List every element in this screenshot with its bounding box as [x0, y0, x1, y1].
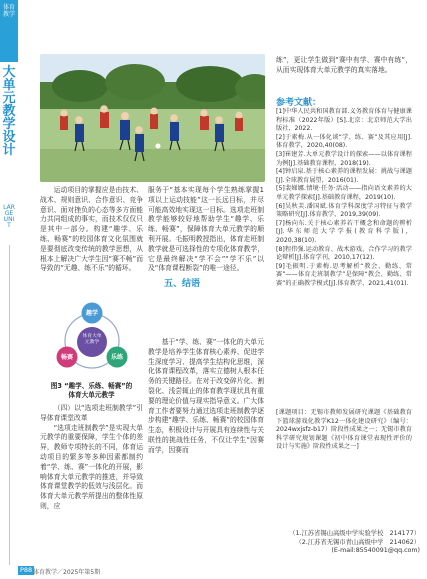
body-column-1-lower — [40, 404, 143, 512]
reference-item: [5]裴娣娜.情境·任务·活动——指向语文素养的大单元教学探索[J].基础教育课程，2019(10). — [276, 185, 412, 201]
figure-caption-line: 图3 “趣学、乐练、畅赛”的 — [50, 382, 133, 390]
section-title-conclusion: 五、结语 — [164, 279, 201, 290]
paragraph: 练”，更让学生做到“赛中有学、赛中有练”，从而实现体育大单元教学的真实落地。 — [276, 56, 412, 74]
paragraph: 运动项目的掌握应是由技术、战术、规则意识、合作意识、竞争意识、面对挫负的心态等多方面能力共同组成的事实，而技术仅仅只是其中一部分。构建“趣学、乐练、畅赛”的校园体育文化氛围就是要彻底改变传统的教学思想，从根本上解决广大学生因“赛不畅”而导致的“无趣、练不乐”的循环。 — [40, 186, 143, 273]
reference-item: [1]中华人民共和国教育部.义务教育体育与健康课程标准（2022年版）[S].北京：北京师范大学出版社，2022. — [276, 108, 412, 133]
reference-item: [8]程伟强.运动教育、战术游戏、合作学习的教学论辩析[J].体育学刊，2010,17(12). — [276, 245, 412, 262]
sidebar-divider — [9, 245, 10, 565]
reference-item: [6]吴秋芙.潘国斌.体育学科深度学习特征与教学策略研究[J].体育教学，2019,39(09). — [276, 202, 412, 219]
page-footer — [18, 565, 418, 577]
affiliation-line: （2.江苏省无锡市青山高级中学 214062） — [295, 538, 420, 546]
body-column-3 — [276, 56, 412, 76]
subsection-heading: （四）以“选项走班制教学”引导体育课堂改革 — [40, 404, 143, 422]
column-title: 大单元教学设计 — [2, 65, 16, 158]
journal-section-label: 体育教学 — [2, 4, 15, 18]
sidebar-band — [0, 0, 18, 62]
body-column-1 — [40, 186, 143, 274]
reference-item: [4]钟启泉.基于核心素养的课程发展：挑战与课题[J].全球教育展望，2016(01). — [276, 168, 412, 184]
body-column-2-lower — [148, 338, 264, 456]
three-circle-diagram — [50, 300, 135, 380]
reference-item: [9]毛振明.于素梅.思考解析“教会、勤练、常赛”——体育走班制教学”是保障“教会、勤练、常赛”的正确教学模式[J].体育教学，2021,41(01). — [276, 262, 412, 287]
author-email: (E-mail:85540091@qq.com) — [331, 547, 420, 555]
project-note: [课题项目：无锡市教师发展研究课题《基础教育下篮球游戏化教学K12一体化建设研究》（编号：2024wxjsfz-b17）阶段性成果之一；无锡市教育科学研究规划课题《初中体育课堂表现性评价的设计与实施》阶段性成果之一] — [276, 409, 412, 451]
paragraph: 服务于“基本实现每个学生熟练掌握1项以上运动技能”这一长远目标，并尽可能高效地实现这一目标。选项走班制教学能够较好地帮助学生“趣学、乐练、畅赛”，保障体育大单元教学的顺利开展。毛振明教授指出，体育走班制教学就是可选择性的专项化体育教学，它是最终解决“学不会”“学不乐”以及“体育课程断裂”的唯一途径。 — [148, 186, 264, 273]
diagram-label-center: 体育大单元教学 — [82, 334, 102, 345]
reference-item: [3]崔建芳.大单元教学设计的探索——以体育课程为例[J].基础教育课程，2018(19). — [276, 150, 412, 167]
references-list — [276, 108, 412, 288]
journal-issue: 体育教学／2025年第5期 — [33, 569, 101, 576]
diagram-label-left: 畅赛 — [60, 354, 73, 361]
paragraph: “选项走班制教学”是实现大单元教学的重要保障，学生个体的差异，教师专项特长的不同，体育运动项目的繁多等多种因素都制约着“学、练、赛”一体化的开展，影响体育大单元教学的推进，并导致体育课堂教学的低效与浅层化。而体育大单元教学所提出的整体性原则，应 — [40, 423, 143, 510]
diagram-label-right: 乐练 — [110, 354, 123, 361]
author-affiliation — [230, 530, 420, 556]
figure-caption — [40, 382, 143, 399]
figure-caption-line: 体育大单元教学 — [68, 390, 115, 399]
children-playing-photo — [40, 54, 265, 182]
column-sidebar — [0, 0, 18, 579]
references-title: 参考文献： — [276, 98, 322, 108]
column-subtitle: LARGE UNIT — [3, 204, 15, 229]
reference-item: [2]于素梅.从一体化谈“学、练、赛”及其应用[J].体育教学，2020,40(08). — [276, 133, 412, 150]
paragraph: 基于“学、练、赛”一体化的大单元教学是培养学生体育核心素养、促进学生深度学习、提高学生结构化思维，深化体育课程改革，落实立德树人根本任务的关键路径。在对于改变碎片化、割裂化、浅尝辄止的体育教学现状具有重要的理论价值与现实指导意义。广大体育工作者要努力通过选项走班制教学逐步构建“趣学、乐练、畅赛”的校园体育生态，积极设计与开展具有连续性与关联性的挑战性任务，不仅让学生“因赛而学，因赛而 — [148, 338, 264, 454]
affiliation-line: （1.江苏省锡山高级中学实验学校 214177） — [289, 530, 420, 537]
diagram-label-top: 趣学 — [85, 310, 98, 317]
page-number: P88 — [20, 566, 33, 574]
body-column-2 — [148, 186, 264, 293]
reference-item: [7]杨向东.关于核心素养若干概念和命题的辨析[J].华东师范大学学报(教育科学版)，2020,38(10). — [276, 219, 412, 244]
